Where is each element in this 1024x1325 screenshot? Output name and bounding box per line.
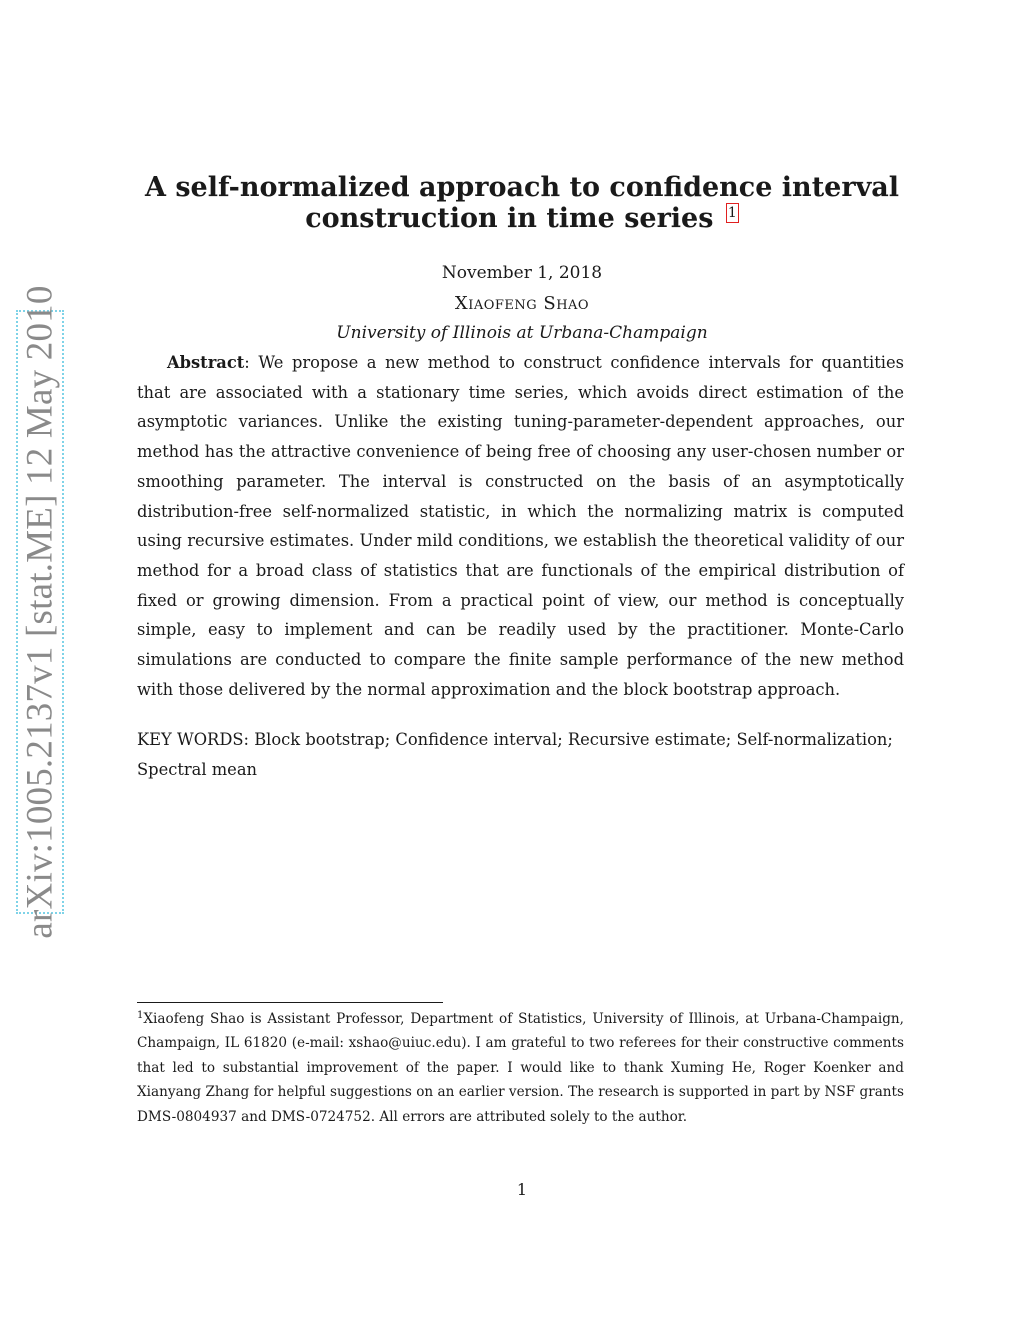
abstract-text: We propose a new method to construct confidence intervals for quantities that are associated with a stationary time series, which avoids direct estimation of the asymptotic variances. Unlike the existing tuning-parameter-dependent approaches, our method has the attractive convenience of being free of choosing any user-chosen number or smoothing parameter. The interval is constructed on the basis of an asymptotically distribution-free self-normalized statistic, in which the normalizing matrix is computed using recursive estimates. Under mild conditions, we establish the theoretical validity of our method for a broad class of statistics that are functionals of the empirical distribution of fixed or growing dimension. From a practical point of view, our method is conceptually simple, easy to implement and can be readily used by the practitioner. Monte-Carlo simulations are conducted to compare the finite sample performance of the new method with those delivered by the normal approximation and the block bootstrap approach. bbox=[137, 353, 904, 699]
arxiv-identifier: arXiv:1005.2137v1 [stat.ME] 12 May 2010 bbox=[19, 285, 61, 939]
footnote-mark: 1 bbox=[137, 1010, 144, 1021]
abstract-label: Abstract bbox=[167, 353, 245, 372]
keywords-label: KEY WORDS: bbox=[137, 730, 250, 749]
title-line-2-text: construction in time series bbox=[305, 203, 714, 234]
paper-author: Xiaofeng Shao bbox=[454, 293, 590, 314]
footnote bbox=[137, 1007, 904, 1129]
abstract bbox=[137, 348, 904, 704]
footnote-text: Xiaofeng Shao is Assistant Professor, Department of Statistics, University of Illinois, at Urbana-Champaign, Champaign, IL 61820 (e-mail: xshao@uiuc.edu). I am grateful to two referees for their constructive comments that led to substantial improvement of the paper. I would like to thank Xuming He, Roger Koenker and Xianyang Zhang for helpful suggestions on an earlier version. The research is supported in part by NSF grants DMS-0804937 and DMS-0724752. All errors are attributed solely to the author. bbox=[137, 1011, 904, 1125]
page-number: 1 bbox=[516, 1180, 528, 1199]
title-line-2 bbox=[120, 203, 924, 234]
footnote-rule bbox=[137, 1002, 443, 1003]
keywords-text: Block bootstrap; Confidence interval; Recursive estimate; Self-normalization; Spectral mean bbox=[137, 730, 893, 779]
abstract-separator: : bbox=[244, 353, 250, 372]
keywords bbox=[137, 725, 917, 785]
paper-affiliation: University of Illinois at Urbana-Champaign bbox=[336, 323, 708, 343]
arxiv-stamp bbox=[16, 285, 64, 939]
title-line-1: A self-normalized approach to confidence interval bbox=[144, 172, 900, 203]
title-footnote-link[interactable]: 1 bbox=[727, 205, 737, 221]
paper-title bbox=[120, 172, 924, 234]
paper-date: November 1, 2018 bbox=[441, 263, 603, 283]
